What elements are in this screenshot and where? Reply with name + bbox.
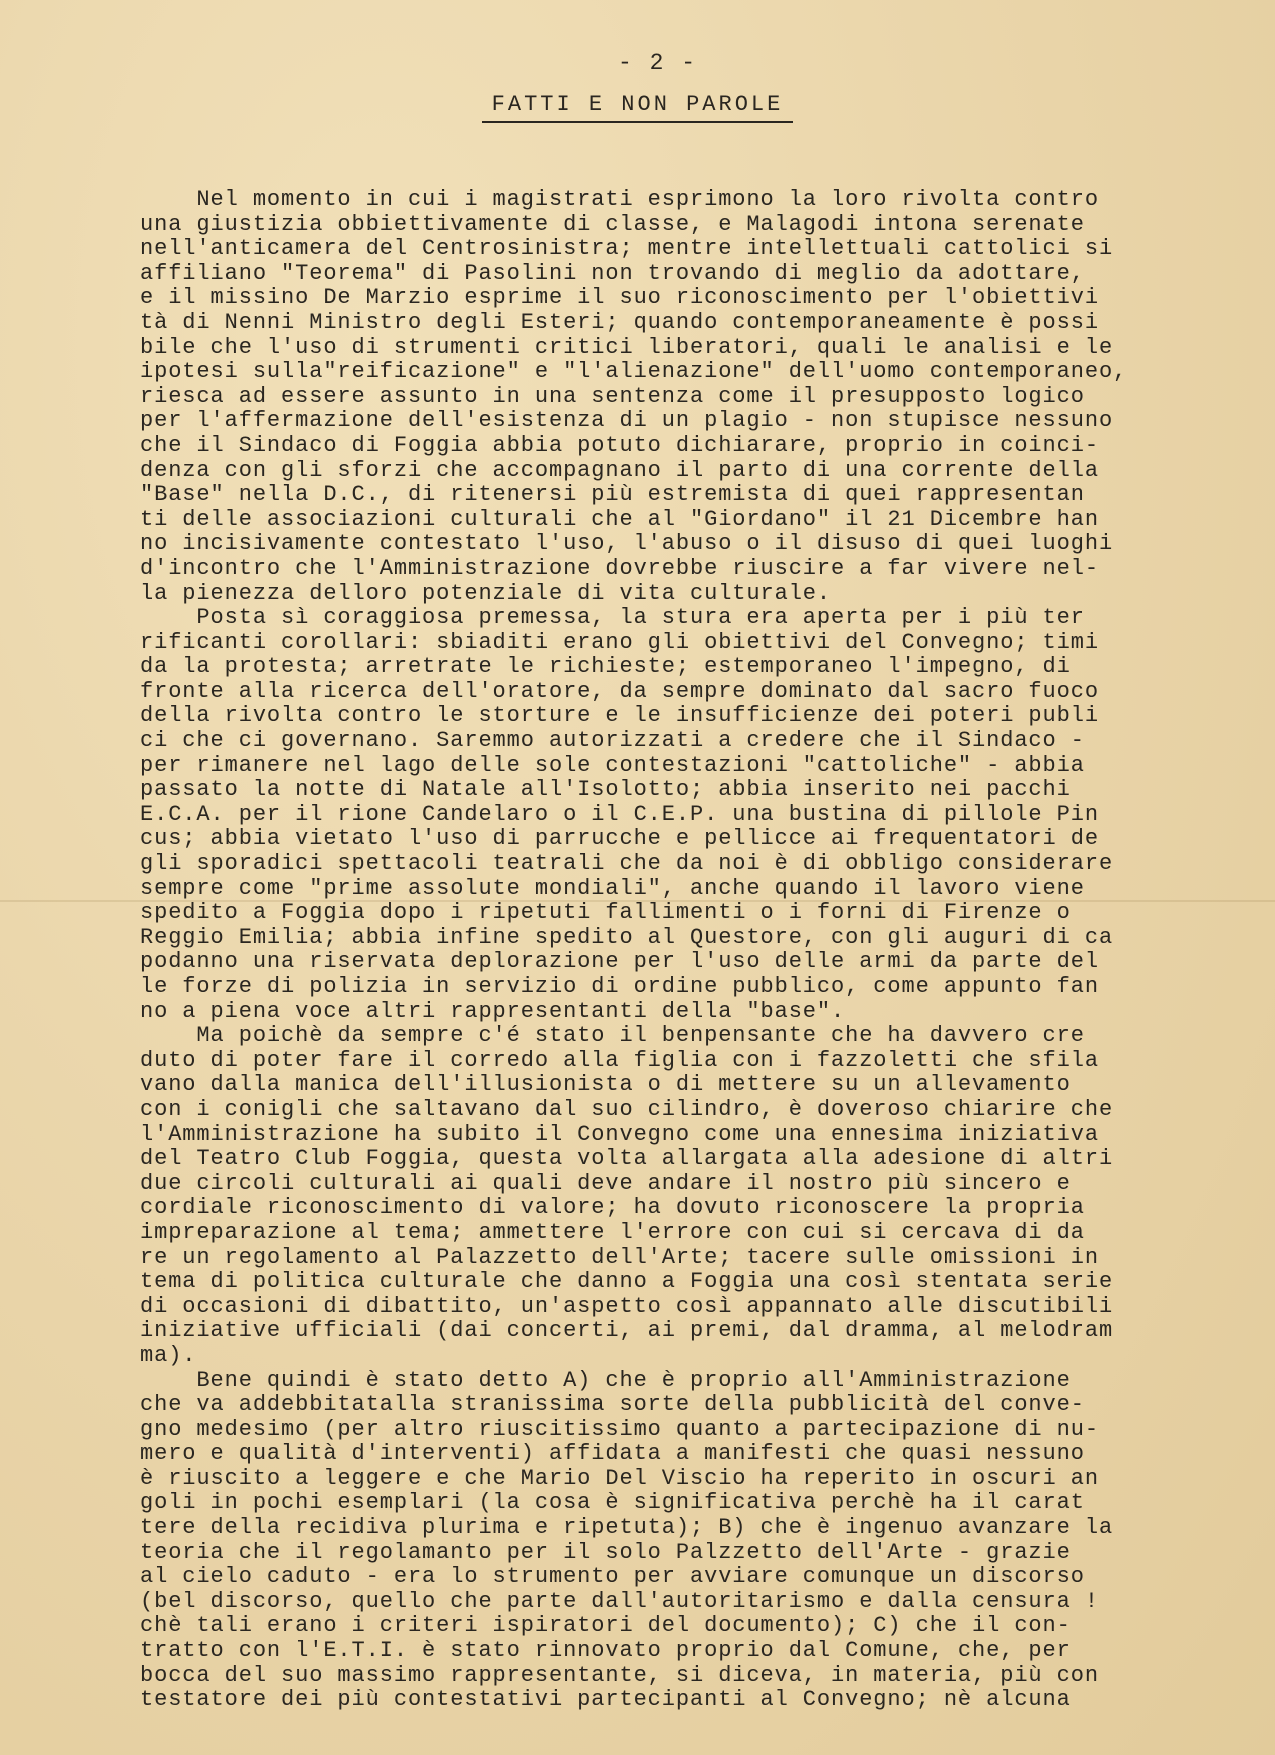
text-line: goli in pochi esemplari (la cosa è significativa perchè ha il carat xyxy=(140,1490,1085,1516)
text-line: gli sporadici spettacoli teatrali che da noi è di obbligo considerare xyxy=(140,851,1114,877)
text-line: teoria che il regolamanto per il solo Palzzetto dell'Arte - grazie xyxy=(140,1539,1071,1565)
text-line: Bene quindi è stato detto A) che è proprio all'Amministrazione xyxy=(140,1367,1071,1393)
text-line: nell'anticamera del Centrosinistra; mentre intellettuali cattolici si xyxy=(140,236,1114,262)
text-line: E.C.A. per il rione Candelaro o il C.E.P. una bustina di pillole Pin xyxy=(140,801,1099,827)
text-line: per l'affermazione dell'esistenza di un plagio - non stupisce nessuno xyxy=(140,408,1114,434)
text-line: le forze di polizia in servizio di ordine pubblico, come appunto fan xyxy=(140,974,1099,999)
text-line: (bel discorso, quello che parte dall'autoritarismo e dalla censura ! xyxy=(140,1588,1099,1614)
text-line: tratto con l'E.T.I. è stato rinnovato proprio dal Comune, che, per xyxy=(140,1638,1071,1664)
text-line: sempre come "prime assolute mondiali", anche quando il lavoro viene xyxy=(140,875,1085,901)
text-line: bocca del suo massimo rappresentante, si diceva, in materia, più con xyxy=(140,1662,1099,1688)
text-line: "Base" nella D.C., di ritenersi più estremista di quei rappresentan xyxy=(140,482,1085,508)
text-line: che va addebbitatalla stranissima sorte della pubblicità del conve- xyxy=(140,1392,1085,1418)
text-line: della rivolta contro le storture e le insufficienze dei poteri publi xyxy=(140,703,1099,729)
text-line: impreparazione al tema; ammettere l'errore con cui si cercava di da xyxy=(140,1219,1085,1245)
text-line: cus; abbia vietato l'uso di parrucche e pellicce ai frequentatori de xyxy=(140,826,1099,852)
text-line: duto di poter fare il corredo alla figlia con i fazzoletti che sfila xyxy=(140,1047,1099,1073)
article-title xyxy=(0,92,1275,117)
text-line: tema di politica culturale che danno a Foggia una così stentata serie xyxy=(140,1269,1114,1295)
text-line: è riuscito a leggere e che Mario Del Viscio ha reperito in oscuri an xyxy=(140,1465,1099,1491)
article-title-text: FATTI E NON PAROLE xyxy=(482,92,794,123)
text-line: da la protesta; arretrate le richieste; estemporaneo l'impegno, di xyxy=(140,654,1071,680)
page-number: - 2 - xyxy=(617,50,697,76)
text-line: re un regolamento al Palazzetto dell'Arte; tacere sulle omissioni in xyxy=(140,1244,1099,1270)
text-line: passato la notte di Natale all'Isolotto; abbia inserito nei pacchi xyxy=(140,777,1071,803)
text-line: Posta sì coraggiosa premessa, la stura era aperta per i più ter xyxy=(140,605,1085,631)
text-line: Nel momento in cui i magistrati esprimono la loro rivolta contro xyxy=(140,187,1099,212)
text-line: per rimanere nel lago delle sole contestazioni "cattoliche" - abbia xyxy=(140,752,1085,778)
article-body xyxy=(140,188,1220,1713)
text-line: mero e qualità d'interventi) affidata a manifesti che quasi nessuno xyxy=(140,1441,1085,1467)
text-line: ma). xyxy=(140,1342,197,1368)
text-line: del Teatro Club Foggia, questa volta allargata alla adesione di altri xyxy=(140,1146,1114,1172)
text-line: affiliano "Teorema" di Pasolini non trovando di meglio da adottare, xyxy=(140,260,1085,286)
text-line: podanno una riservata deplorazione per l'uso delle armi da parte del xyxy=(140,949,1099,975)
text-line: che il Sindaco di Foggia abbia potuto dichiarare, proprio in coinci- xyxy=(140,432,1099,458)
text-line: Reggio Emilia; abbia infine spedito al Questore, con gli auguri di ca xyxy=(140,924,1114,950)
text-line: ipotesi sulla"reificazione" e "l'alienazione" dell'uomo contemporaneo, xyxy=(140,359,1128,385)
text-line: due circoli culturali ai quali deve andare il nostro più sincero e xyxy=(140,1170,1071,1196)
text-line: testatore dei più contestativi partecipanti al Convegno; nè alcuna xyxy=(140,1687,1071,1713)
text-line: d'incontro che l'Amministrazione dovrebbe riuscire a far vivere nel- xyxy=(140,555,1099,581)
text-line: una giustizia obbiettivamente di classe, e Malagodi intona serenate xyxy=(140,211,1085,237)
text-line: al cielo caduto - era lo strumento per avviare comunque un discorso xyxy=(140,1564,1085,1590)
text-line: vano dalla manica dell'illusionista o di mettere su un allevamento xyxy=(140,1072,1071,1098)
text-line: l'Amministrazione ha subito il Convegno come una ennesima iniziativa xyxy=(140,1121,1099,1147)
text-line: tà di Nenni Ministro degli Esteri; quando contemporaneamente è possi xyxy=(140,309,1099,335)
text-line: ci che ci governano. Saremmo autorizzati a credere che il Sindaco - xyxy=(140,728,1085,754)
text-line: gno medesimo (per altro riuscitissimo quanto a partecipazione di nu- xyxy=(140,1416,1099,1442)
text-line: no a piena voce altri rappresentanti della "base". xyxy=(140,998,846,1024)
text-line: iniziative ufficiali (dai concerti, ai premi, dal dramma, al melodram xyxy=(140,1318,1114,1344)
text-line: con i conigli che saltavano dal suo cilindro, è doveroso chiarire che xyxy=(140,1096,1114,1122)
text-line: e il missino De Marzio esprime il suo riconoscimento per l'obiettivi xyxy=(140,285,1099,311)
text-line: cordiale riconoscimento di valore; ha dovuto riconoscere la propria xyxy=(140,1195,1085,1221)
text-line: ti delle associazioni culturali che al "Giordano" il 21 Dicembre han xyxy=(140,506,1099,532)
text-line: no incisivamente contestato l'uso, l'abuso o il disuso di quei luoghi xyxy=(140,531,1114,557)
text-line: denza con gli sforzi che accompagnano il parto di una corrente della xyxy=(140,457,1099,483)
text-line: di occasioni di dibattito, un'aspetto così appannato alle discutibili xyxy=(140,1293,1114,1319)
text-line: fronte alla ricerca dell'oratore, da sempre dominato dal sacro fuoco xyxy=(140,678,1099,704)
text-line: spedito a Foggia dopo i ripetuti fallimenti o i forni di Firenze o xyxy=(140,900,1071,926)
text-line: la pienezza delloro potenziale di vita culturale. xyxy=(140,580,832,606)
text-line: riesca ad essere assunto in una sentenza come il presupposto logico xyxy=(140,383,1085,409)
text-line: Ma poichè da sempre c'é stato il benpensante che ha davvero cre xyxy=(140,1023,1085,1049)
text-line: tere della recidiva plurima e ripetuta); B) che è ingenuo avanzare la xyxy=(140,1515,1114,1541)
text-line: rificanti corollari: sbiaditi erano gli obiettivi del Convegno; timi xyxy=(140,629,1099,655)
text-line: bile che l'uso di strumenti critici liberatori, quali le analisi e le xyxy=(140,334,1114,360)
text-line: chè tali erano i criteri ispiratori del documento); C) che il con- xyxy=(140,1613,1071,1639)
